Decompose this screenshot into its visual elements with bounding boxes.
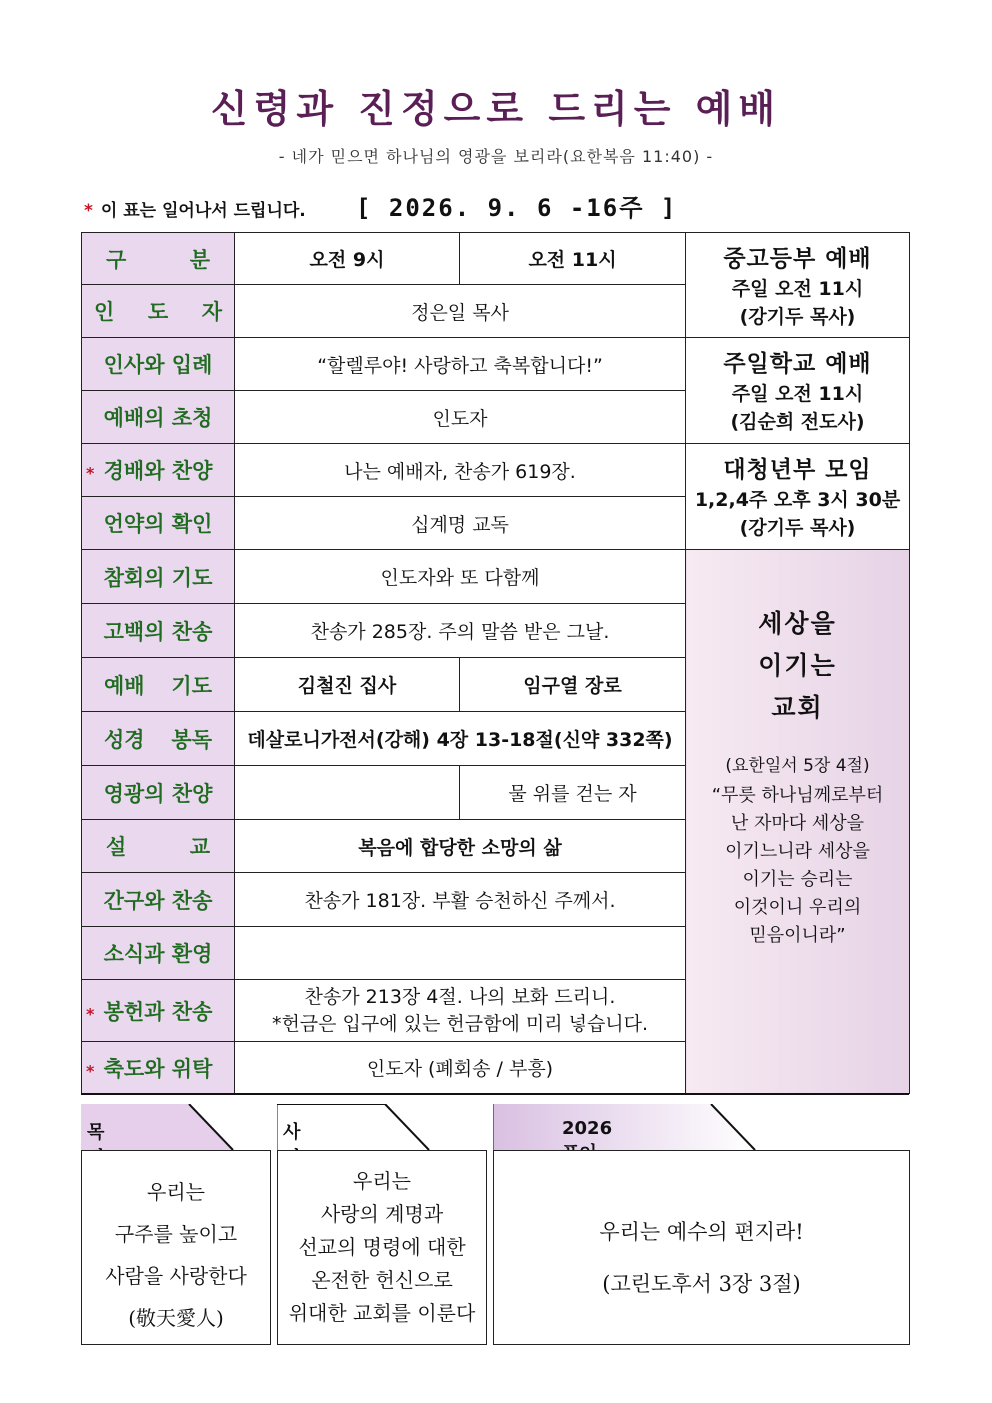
row-label: 영광의 찬양 bbox=[82, 766, 235, 820]
row-label-scripture: 성경 봉독 bbox=[82, 712, 235, 766]
row-label: 언약의 확인 bbox=[82, 497, 235, 550]
col-head-am11: 오전 11시 bbox=[460, 233, 686, 285]
star-marker: * bbox=[84, 201, 93, 221]
sermon-title: 복음에 합당한 소망의 삶 bbox=[235, 820, 686, 873]
row-value: 인도자 bbox=[235, 391, 686, 444]
divider bbox=[81, 1093, 909, 1095]
young-adults-info: 대청년부 모임 1,2,4주 오후 3시 30분 (강기두 목사) bbox=[686, 444, 910, 550]
row-value: 나는 예배자, 찬송가 619장. bbox=[235, 444, 686, 497]
row-value: “할렐루야! 사랑하고 축복합니다!” bbox=[235, 338, 686, 391]
row-value-offering: 찬송가 213장 4절. 나의 보화 드리니. *헌금은 입구에 있는 헌금함에 미리 넣습니다. bbox=[235, 980, 686, 1042]
row-label-starred: * 축도와 위탁 bbox=[82, 1042, 235, 1094]
row-value-scripture: 데살로니가전서(강해) 4장 13-18절(신약 332쪽) bbox=[235, 712, 686, 766]
row-label: 예배의 초청 bbox=[82, 391, 235, 444]
col-head-label: 구 분 bbox=[82, 233, 235, 285]
theme-reference: (요한일서 5장 4절) bbox=[725, 756, 870, 776]
row-value-am11: 임구열 장로 bbox=[460, 658, 686, 712]
row-value-am11: 물 위를 걷는 자 bbox=[460, 766, 686, 820]
row-label: 인사와 입례 bbox=[82, 338, 235, 391]
service-date: [ 2026. 9. 6 -16주 ] bbox=[356, 194, 678, 222]
row-label-leader: 인 도 자 bbox=[82, 285, 235, 338]
col-head-am9: 오전 9시 bbox=[235, 233, 460, 285]
row-label-starred: * 경배와 찬양 bbox=[82, 444, 235, 497]
row-value-leader: 정은일 목사 bbox=[235, 285, 686, 338]
page-title: 신령과 진정으로 드리는 예배 bbox=[210, 87, 782, 131]
row-label: 간구와 찬송 bbox=[82, 873, 235, 927]
page-subtitle: - 네가 믿으면 하나님의 영광을 보리라(요한복음 11:40) - bbox=[278, 147, 714, 166]
standing-note-text: 이 표는 일어나서 드립니다. bbox=[100, 201, 306, 221]
mission-tab-shape bbox=[277, 1104, 437, 1151]
theme-line: 교회 bbox=[771, 693, 824, 722]
row-value-am9: 김철진 집사 bbox=[235, 658, 460, 712]
row-value: 인도자와 또 다함께 bbox=[235, 550, 686, 604]
row-label: 참회의 기도 bbox=[82, 550, 235, 604]
church-theme-panel bbox=[686, 550, 910, 1094]
row-label: 소식과 환영 bbox=[82, 927, 235, 980]
purpose-tab-shape bbox=[81, 1104, 241, 1151]
row-value-am9 bbox=[235, 766, 460, 820]
row-label-prayer: 예배 기도 bbox=[82, 658, 235, 712]
row-value: 십계명 교독 bbox=[235, 497, 686, 550]
purpose-statement: 우리는 구주를 높이고 사람을 사랑한다 (敬天愛人) bbox=[81, 1150, 271, 1345]
theme-verse: “무릇 하나님께로부터 난 자마다 세상을 이기느니라 세상을 이기는 승리는 이것이니 우리의 믿음이니라” bbox=[711, 785, 884, 946]
row-value: 찬송가 181장. 부활 승천하신 주께서. bbox=[235, 873, 686, 927]
motto-tab-shape bbox=[493, 1104, 763, 1151]
row-value bbox=[235, 927, 686, 980]
row-label-starred: * 봉헌과 찬송 bbox=[82, 980, 235, 1042]
theme-line: 이기는 bbox=[758, 651, 837, 680]
year-motto: 우리는 예수의 편지라! (고린도후서 3장 3절) bbox=[493, 1150, 910, 1345]
row-label-sermon: 설 교 bbox=[82, 820, 235, 873]
row-value: 찬송가 285장. 주의 말씀 받은 그날. bbox=[235, 604, 686, 658]
sunday-school-info: 주일학교 예배 주일 오전 11시 (김순희 전도사) bbox=[686, 338, 910, 444]
youth-service-info: 중고등부 예배 주일 오전 11시 (강기두 목사) bbox=[686, 233, 910, 338]
row-label: 고백의 찬송 bbox=[82, 604, 235, 658]
worship-order-table bbox=[81, 232, 910, 1094]
row-value: 인도자 (폐회송 / 부흥) bbox=[235, 1042, 686, 1094]
standing-note bbox=[84, 196, 306, 221]
theme-line: 세상을 bbox=[758, 609, 837, 638]
mission-statement: 우리는 사랑의 계명과 선교의 명령에 대한 온전한 헌신으로 위대한 교회를 이룬다 bbox=[277, 1150, 487, 1345]
